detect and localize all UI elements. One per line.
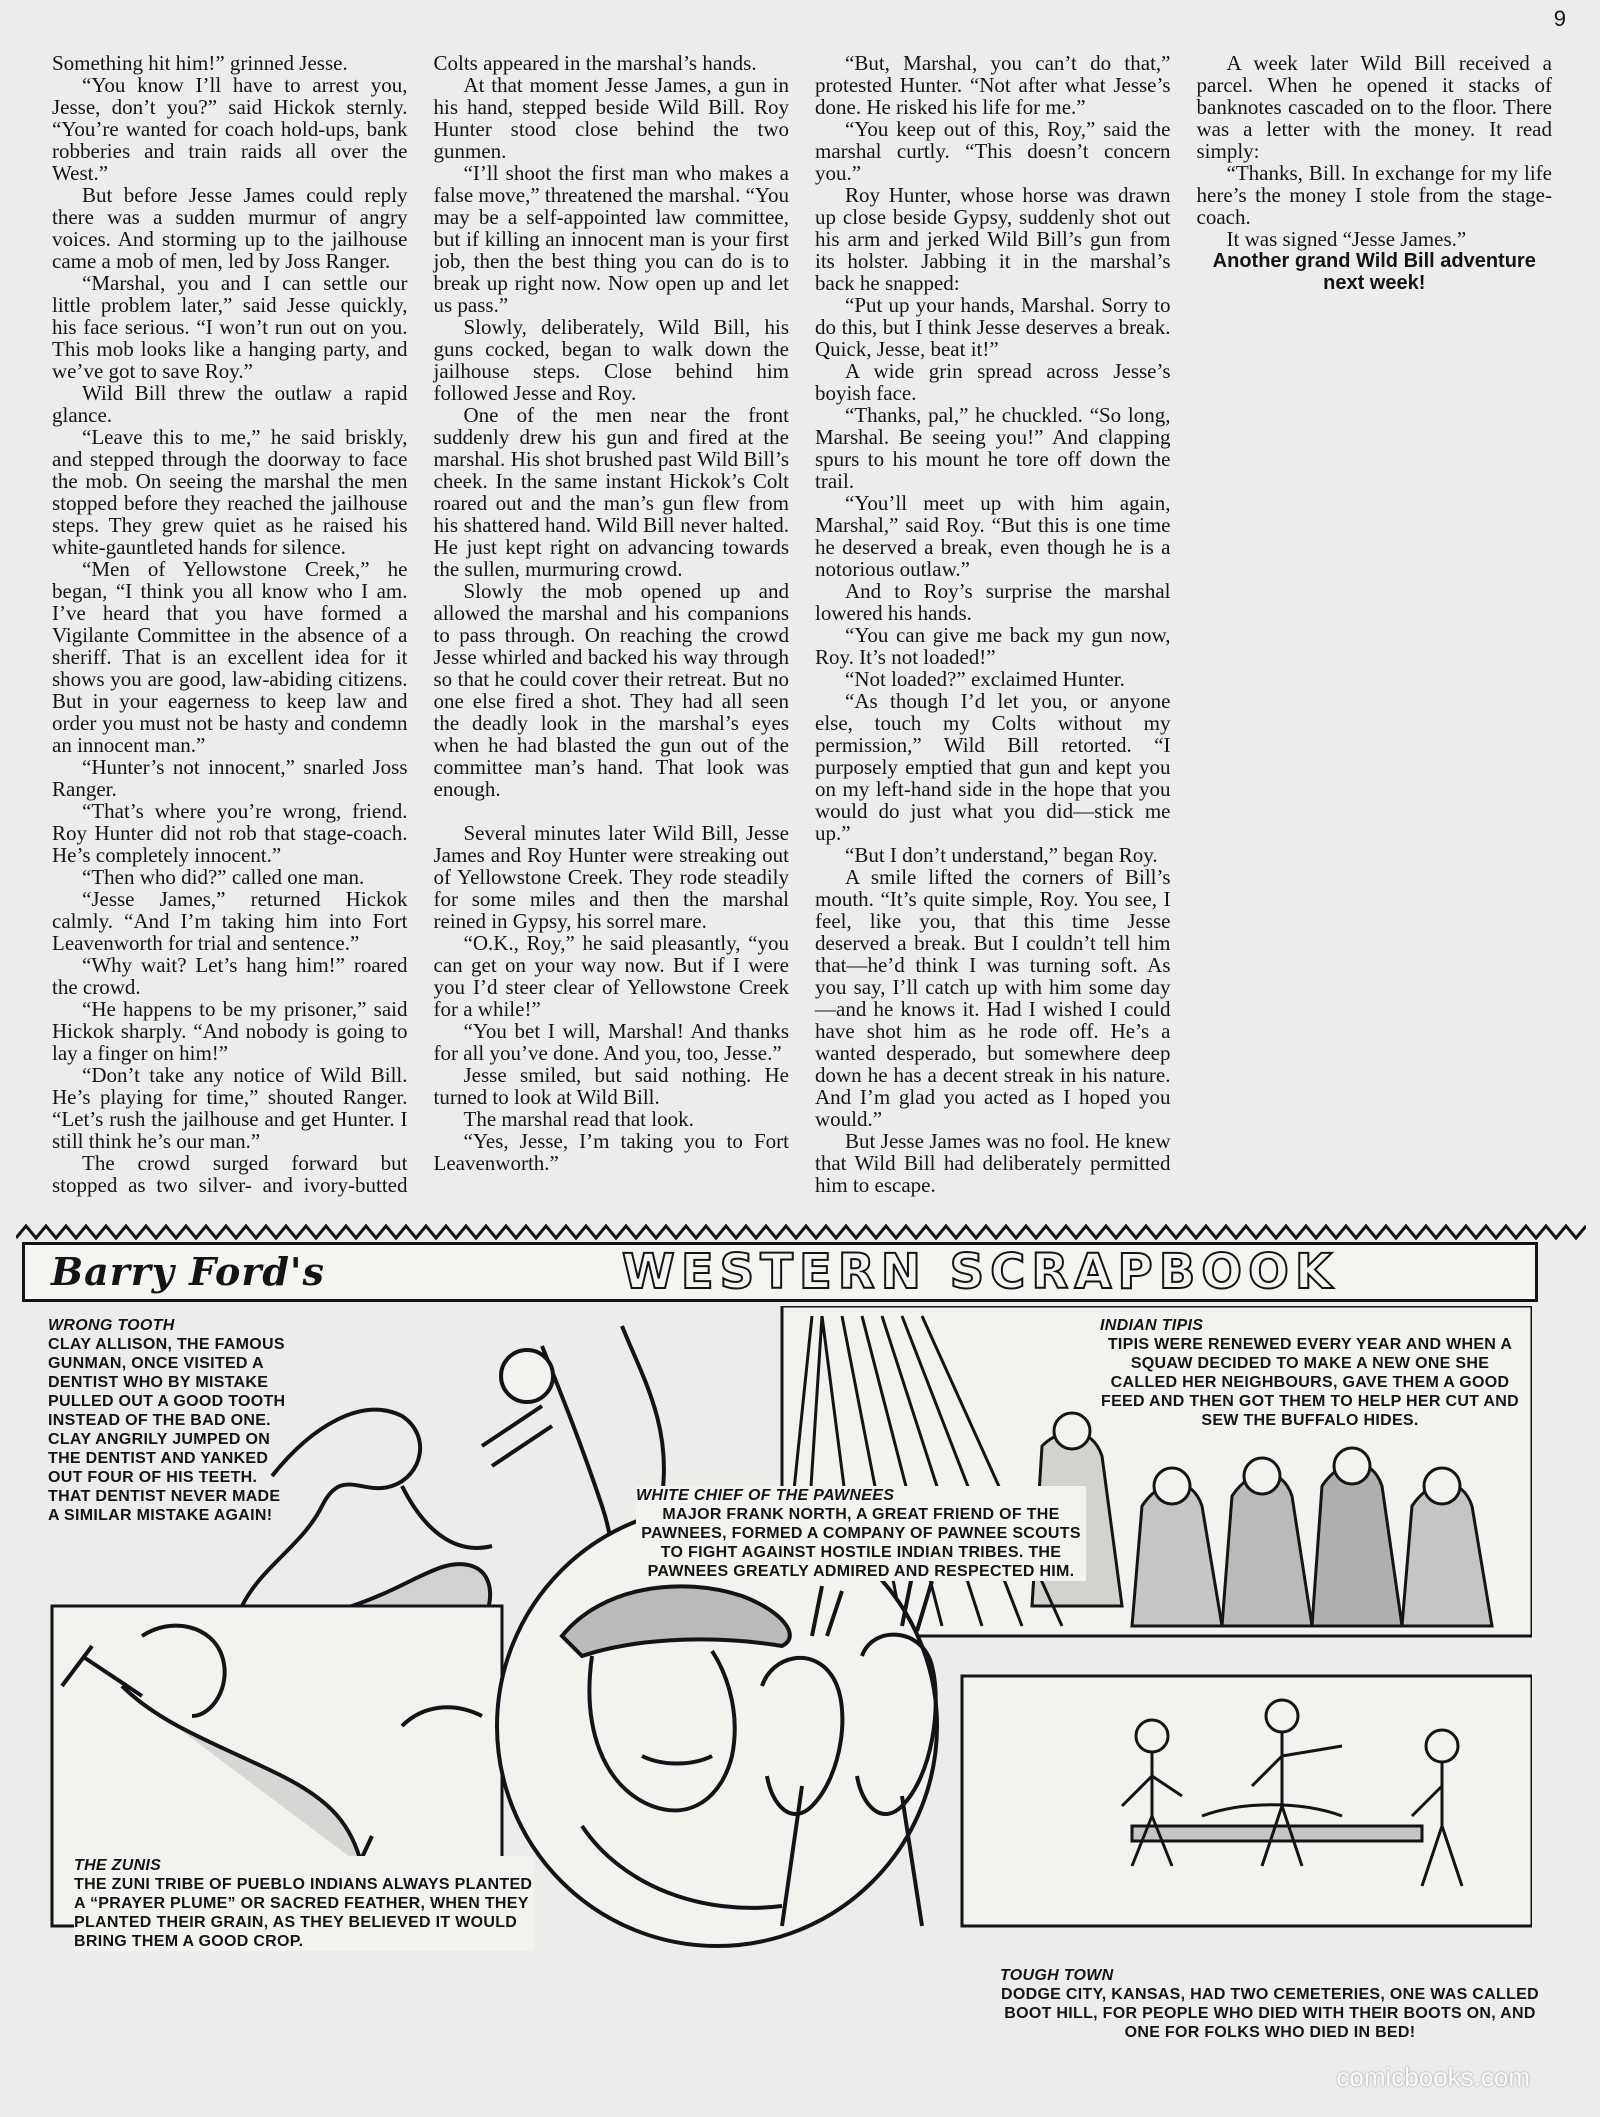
story-paragraph: “You’ll meet up with him again, Marshal,” said Roy. “But this is one time he deserved a break, even though he is a notorious outlaw.” [815,491,1171,581]
caption-wrong-tooth [48,1316,288,1525]
story-paragraph: “Yes, Jesse, I’m taking you to Fort Leavenworth.” [433,1129,789,1175]
story-paragraph: It was signed “Jesse James.” [1226,227,1467,251]
story-paragraph: Slowly the mob opened up and allowed the marshal and his companions to pass through. On reaching the crowd Jesse whirled and backed his way through so that he could cover their retreat. But no one else fired a shot. They had all seen the deadly look in the marshal’s eyes when he had blasted the gun out of the committee man’s hand. That look was enough. [433,579,789,801]
zigzag-divider [16,1222,1586,1242]
story-paragraph: Slowly, deliberately, Wild Bill, his guns cocked, began to walk down the jailhouse steps. Close behind him followed Jesse and Roy. [433,315,789,405]
story-paragraph: “But, Marshal, you can’t do that,” protested Hunter. “Not after what Jesse’s done. He risked his life for me.” [815,51,1171,119]
caption-heading: WHITE CHIEF OF THE PAWNEES [636,1487,895,1504]
story-paragraph: The crowd surged forward but stopped as two silver- and ivory-butted Colts appeared in the marshal’s hands. [52,51,757,1197]
story-paragraph: “But I don’t understand,” began Roy. [845,843,1158,867]
story-paragraph: Several minutes later Wild Bill, Jesse James and Roy Hunter were streaking out of Yellowstone Creek. They rode steadily for some miles and then the marshal reined in Gypsy, his sorrel mare. [433,821,789,933]
caption-heading: TOUGH TOWN [1000,1967,1114,1984]
story-paragraph: Roy Hunter, whose horse was drawn up close beside Gypsy, suddenly shot out his arm and jerked Wild Bill’s gun from its holster. Jabbing it in the marshal’s back he snapped: [815,183,1171,295]
story-paragraph: And to Roy’s surprise the marshal lowered his hands. [815,579,1171,625]
story-columns [52,52,1552,1212]
story-paragraph: A smile lifted the corners of Bill’s mouth. “It’s quite simple, Roy. You see, I feel, like you, that this time Jesse deserved a break. But I couldn’t tell him that—he’d think I was turning soft. As you say, I’ll catch up with him some day—and he knows it. Had I wished I could have shot him as he rode off. He’s a wanted desperado, but somewhere deep down he has a decent streak in his nature. And I’m glad you acted as I hoped you would.” [815,865,1171,1131]
story-paragraph: “Marshal, you and I can settle our little problem later,” said Jesse quickly, his face serious. “I won’t run out on you. This mob looks like a hanging party, and we’ve got to save Roy.” [52,271,408,383]
caption-text: THE ZUNI TRIBE OF PUEBLO INDIANS ALWAYS PLANTED A “PRAYER PLUME” OR SACRED FEATHER, WHEN THEY PLANTED THEIR GRAIN, AS THEY BELIEVED IT WOULD BRING THEM A GOOD CROP. [74,1876,533,1950]
story-paragraph: Wild Bill threw the outlaw a rapid glance. [52,381,408,427]
scrapbook-banner [22,1242,1538,1302]
story-closing-line: Another grand Wild Bill adventure next week! [1212,250,1536,294]
story-paragraph: “Hunter’s not innocent,” snarled Joss Ranger. [52,755,408,801]
story-paragraph: “Men of Yellowstone Creek,” he began, “I think you all know who I am. I’ve heard that you have formed a Vigilante Committee in the absence of a sheriff. That is an excellent idea for it shows you are good, law-abiding citizens. But in your eagerness to keep law and order you must not be hasty and condemn an innocent man.” [52,557,408,757]
story-paragraph: “Thanks, Bill. In exchange for my life here’s the money I stole from the stage-coach. [1196,161,1552,229]
story-paragraph: “Then who did?” called one man. [82,865,365,889]
page-number: 9 [1553,6,1566,31]
story-paragraph: “As though I’d let you, or anyone else, touch my Colts without my permission,” Wild Bill retorted. “I purposely emptied that gun and kept you on my left-hand side in the hope that you would do just what you did—stick me up.” [815,689,1171,845]
caption-zunis [74,1856,534,1951]
story-paragraph: “I’ll shoot the first man who makes a false move,” threatened the marshal. “You may be a self-appointed law committee, but if killing an innocent man is your first job, then the best thing you can do is to break up right now. Now open up and let us pass.” [433,161,789,317]
story-paragraph: A wide grin spread across Jesse’s boyish face. [815,359,1171,405]
scrapbook-title: WESTERN SCRAPBOOK [621,1244,1339,1300]
caption-indian-tipis [1100,1316,1520,1430]
caption-tough-town [1000,1966,1540,2042]
story-paragraph: At that moment Jesse James, a gun in his hand, stepped beside Wild Bill. Roy Hunter stood close behind the two gunmen. [433,73,789,163]
story-paragraph: But before Jesse James could reply there was a sudden murmur of angry voices. And storming up to the jailhouse came a mob of men, led by Joss Ranger. [52,183,408,273]
story-paragraph: “Thanks, pal,” he chuckled. “So long, Marshal. Be seeing you!” And clapping spurs to his mount he tore off down the trail. [815,403,1171,493]
caption-text: TIPIS WERE RENEWED EVERY YEAR AND WHEN A SQUAW DECIDED TO MAKE A NEW ONE SHE CALLED HER NEIGHBOURS, GAVE THEM A GOOD FEED AND THEN GOT THEM TO HELP HER CUT AND SEW THE BUFFALO HIDES. [1101,1336,1519,1429]
story-paragraph: “Not loaded?” exclaimed Hunter. [845,667,1125,691]
story-paragraph: “You keep out of this, Roy,” said the marshal curtly. “This doesn’t concern you.” [815,117,1171,185]
story-paragraph: The marshal read that look. [463,1107,694,1131]
story-paragraph: “You know I’ll have to arrest you, Jesse, don’t you?” said Hickok sternly. “You’re wanted for coach hold-ups, bank robberies and train raids all over the West.” [52,73,408,185]
story-paragraph: “Why wait? Let’s hang him!” roared the crowd. [52,953,408,999]
story-paragraph: “You bet I will, Marshal! And thanks for all you’ve done. And you, too, Jesse.” [433,1019,789,1065]
story-paragraph: Something hit him!” grinned Jesse. [52,51,348,75]
story-paragraph: “That’s where you’re wrong, friend. Roy Hunter did not rob that stage-coach. He’s completely innocent.” [52,799,408,867]
story-paragraph: “O.K., Roy,” he said pleasantly, “you can get on your way now. But if I were you I’d steer clear of Yellowstone Creek for a while!” [433,931,789,1021]
story-paragraph: “Don’t take any notice of Wild Bill. He’s playing for time,” shouted Ranger. “Let’s rush the jailhouse and get Hunter. I still think he’s our man.” [52,1063,408,1153]
story-paragraph: But Jesse James was no fool. He knew that Wild Bill had deliberately permitted him to escape. [815,1129,1171,1197]
story-paragraph: Jesse smiled, but said nothing. He turned to look at Wild Bill. [433,1063,789,1109]
caption-heading: INDIAN TIPIS [1100,1317,1204,1334]
site-watermark: comicbooks.com [1336,2062,1530,2092]
caption-text: MAJOR FRANK NORTH, A GREAT FRIEND OF THE PAWNEES, FORMED A COMPANY OF PAWNEE SCOUTS TO FIGHT AGAINST HOSTILE INDIAN TRIBES. THE PAWNEES GREATLY ADMIRED AND RESPECTED HIM. [641,1506,1081,1580]
story-paragraph: “Jesse James,” returned Hickok calmly. “And I’m taking him into Fort Leavenworth for trial and sentence.” [52,887,408,955]
caption-text: CLAY ALLISON, THE FAMOUS GUNMAN, ONCE VISITED A DENTIST WHO BY MISTAKE PULLED OUT A GOOD TOOTH INSTEAD OF THE BAD ONE. CLAY ANGRILY JUMPED ON THE DENTIST AND YANKED OUT FOUR OF HIS TEETH. THAT DENTIST NEVER MADE A SIMILAR MISTAKE AGAIN! [48,1336,286,1524]
story-paragraph: “Put up your hands, Marshal. Sorry to do this, but I think Jesse deserves a break. Quick, Jesse, beat it!” [815,293,1171,361]
scrapbook-author: Barry Ford's [51,1249,325,1294]
story-paragraph: One of the men near the front suddenly drew his gun and fired at the marshal. His shot brushed past Wild Bill’s cheek. In the same instant Hickok’s Colt roared out and the man’s gun flew from his shattered hand. Wild Bill never halted. He just kept right on advancing towards the sullen, murmuring crowd. [433,403,789,581]
story-paragraph: “Leave this to me,” he said briskly, and stepped through the doorway to face the mob. On seeing the marshal the men stopped before they reached the jailhouse steps. They grew quiet as he raised his white-gauntleted hands for silence. [52,425,408,559]
story-paragraph: “He happens to be my prisoner,” said Hickok sharply. “And nobody is going to lay a finger on him!” [52,997,408,1065]
story-paragraph: “You can give me back my gun now, Roy. It’s not loaded!” [815,623,1171,669]
caption-heading: WRONG TOOTH [48,1317,175,1334]
caption-heading: THE ZUNIS [74,1857,162,1874]
story-paragraph: A week later Wild Bill received a parcel. When he opened it stacks of banknotes cascaded on to the floor. There was a letter with the money. It read simply: [1196,51,1552,163]
caption-text: DODGE CITY, KANSAS, HAD TWO CEMETERIES, ONE WAS CALLED BOOT HILL, FOR PEOPLE WHO DIED WITH THEIR BOOTS ON, AND ONE FOR FOLKS WHO DIED IN BED! [1000,1986,1539,2041]
caption-white-chief [636,1486,1086,1581]
